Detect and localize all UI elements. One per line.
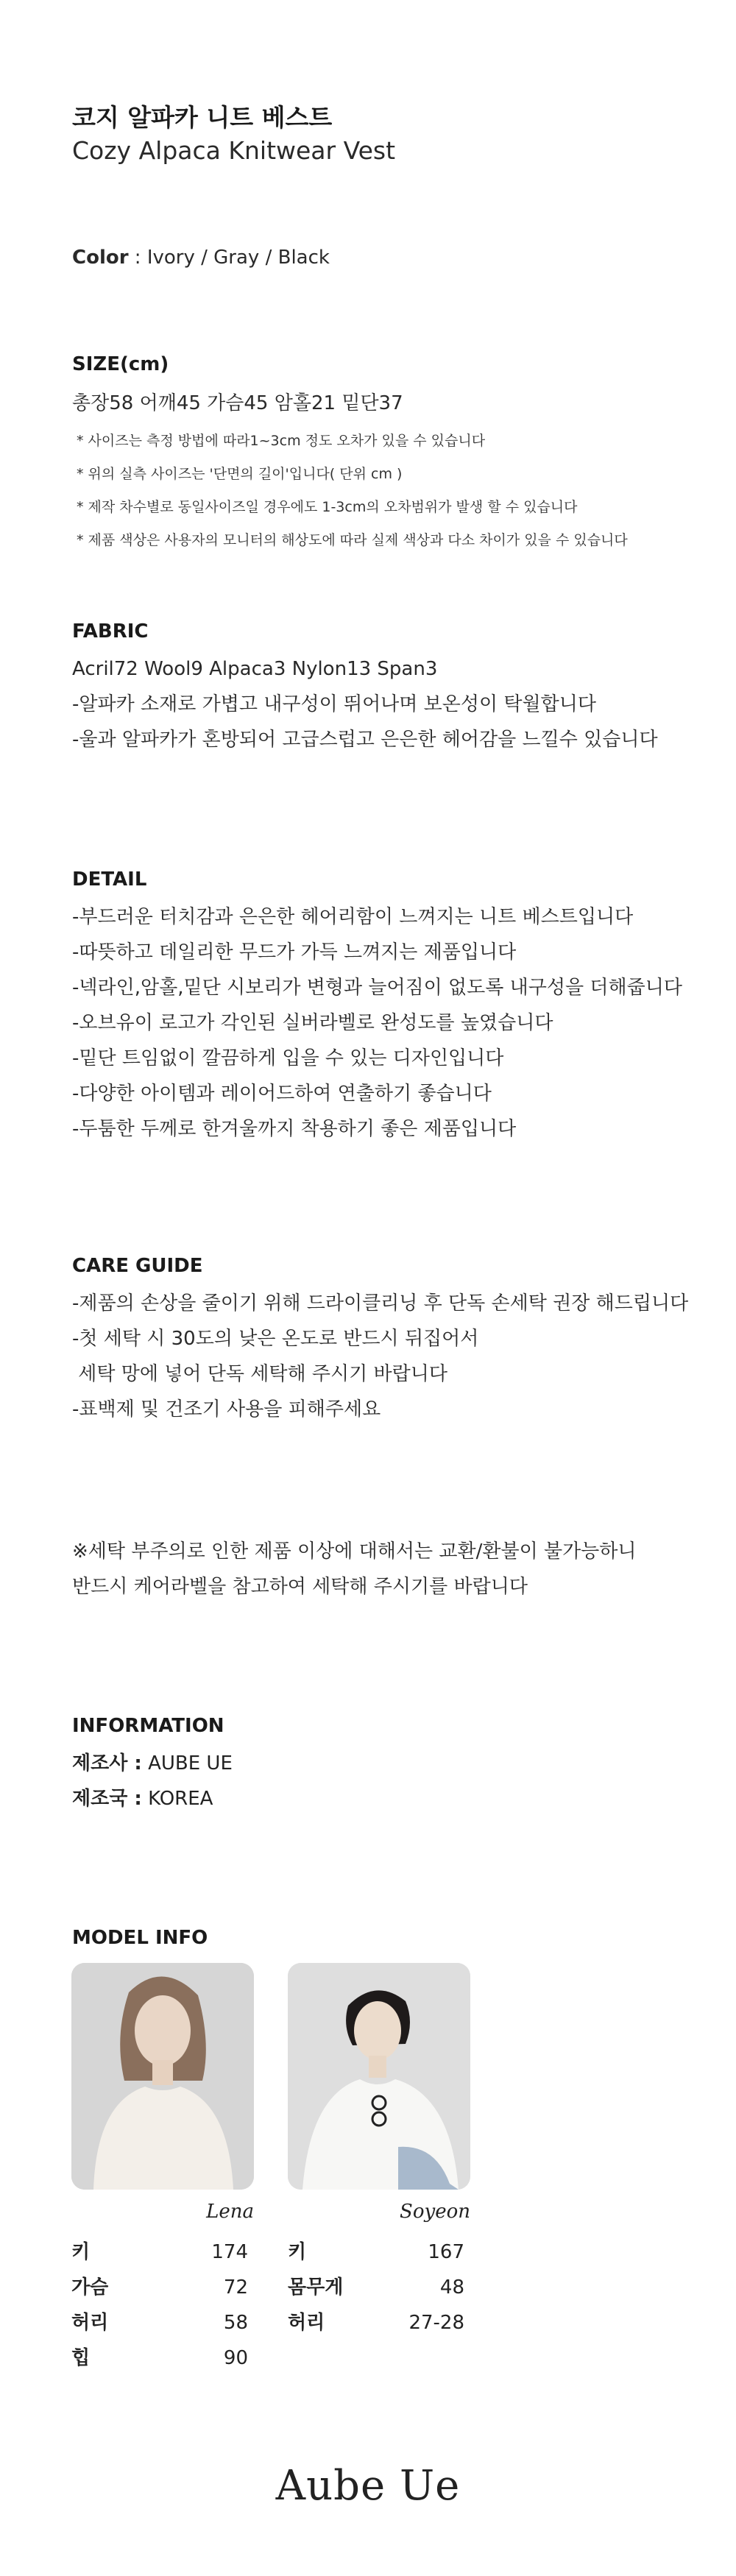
washing-warning	[72, 1536, 637, 1607]
size-notes	[77, 429, 628, 562]
stat-value: 27-28	[408, 2312, 464, 2334]
stat-label: 몸무게	[288, 2276, 344, 2299]
maker-label: 제조사 :	[72, 1752, 142, 1774]
stat-label: 가슴	[71, 2276, 109, 2299]
model-name-soyeon: Soyeon	[400, 2201, 470, 2223]
care-line: 세탁 망에 넣어 단독 세탁해 주시기 바랍니다	[72, 1363, 447, 1385]
model-stats-soyeon	[288, 2236, 464, 2342]
country-row	[72, 1783, 213, 1811]
country-label: 제조국 :	[72, 1788, 142, 1810]
model-photo-lena	[71, 1963, 254, 2190]
care-line: -표백제 및 건조기 사용을 피해주세요	[72, 1398, 381, 1420]
country-value: KOREA	[141, 1788, 213, 1810]
model-name-lena: Lena	[206, 2201, 254, 2223]
model-stat-row	[71, 2307, 248, 2342]
product-title-en: Cozy Alpaca Knitwear Vest	[72, 136, 396, 165]
color-line	[72, 247, 330, 269]
model-photo-soyeon	[288, 1963, 470, 2190]
model-stat-row	[288, 2236, 464, 2271]
stat-value: 174	[211, 2241, 248, 2263]
stat-label: 키	[288, 2241, 307, 2263]
care-line: -제품의 손상을 줄이기 위해 드라이클리닝 후 단독 손세탁 권장 해드립니다	[72, 1292, 689, 1314]
fabric-heading: FABRIC	[72, 620, 149, 643]
detail-line: -다양한 아이템과 레이어드하여 연출하기 좋습니다	[72, 1083, 492, 1105]
brand-logo: Aube Ue	[275, 2462, 461, 2510]
model-stat-row	[71, 2236, 248, 2271]
stat-value: 48	[439, 2276, 464, 2299]
model-photo-lena-illustration	[71, 1963, 254, 2190]
stat-label: 허리	[288, 2312, 325, 2334]
size-heading: SIZE(cm)	[72, 353, 169, 375]
fabric-line: -울과 알파카가 혼방되어 고급스럽고 은은한 헤어감을 느낄수 있습니다	[72, 729, 658, 751]
fabric-line: -알파카 소재로 가볍고 내구성이 뛰어나며 보온성이 탁월합니다	[72, 693, 596, 715]
size-note: * 사이즈는 측정 방법에 따라1~3cm 정도 오차가 있을 수 있습니다	[77, 433, 486, 449]
detail-line: -두툼한 두께로 한겨울까지 착용하기 좋은 제품입니다	[72, 1118, 517, 1140]
model-stat-row	[71, 2271, 248, 2307]
maker-row	[72, 1748, 233, 1775]
stat-value: 90	[223, 2347, 248, 2369]
model-stats-lena	[71, 2236, 248, 2377]
detail-line: -넥라인,암홀,밑단 시보리가 변형과 늘어짐이 없도록 내구성을 더해줍니다	[72, 977, 682, 999]
care-lines	[72, 1288, 688, 1429]
model-photo-soyeon-illustration	[288, 1963, 470, 2190]
model-stat-row	[288, 2271, 464, 2307]
model-stat-row	[288, 2307, 464, 2342]
maker-value: AUBE UE	[141, 1752, 233, 1774]
warning-line: 반드시 케어라벨을 참고하여 세탁해 주시기를 바랍니다	[72, 1576, 528, 1598]
warning-line: ※세탁 부주의로 인한 제품 이상에 대해서는 교환/환불이 불가능하니	[72, 1540, 637, 1563]
stat-label: 키	[71, 2241, 91, 2263]
care-line: -첫 세탁 시 30도의 낮은 온도로 반드시 뒤집어서	[72, 1328, 479, 1350]
detail-heading: DETAIL	[72, 868, 147, 891]
color-label: Color	[72, 247, 129, 269]
size-note: * 제작 차수별로 동일사이즈일 경우에도 1-3cm의 오차범위가 발생 할 수 있습니다	[77, 499, 578, 515]
care-heading: CARE GUIDE	[72, 1255, 203, 1277]
detail-line: -오브유이 로고가 각인된 실버라벨로 완성도를 높였습니다	[72, 1012, 553, 1034]
detail-line: -부드러운 터치감과 은은한 헤어리함이 느껴지는 니트 베스트입니다	[72, 906, 634, 928]
stat-label: 힙	[71, 2347, 91, 2369]
information-heading: INFORMATION	[72, 1715, 224, 1737]
color-value: : Ivory / Gray / Black	[128, 247, 330, 269]
model-stat-row	[71, 2342, 248, 2377]
size-note: * 제품 색상은 사용자의 모니터의 해상도에 따라 실제 색상과 다소 차이가 있을 수 있습니다	[77, 532, 628, 548]
stat-value: 167	[428, 2241, 464, 2263]
detail-line: -밑단 트임없이 깔끔하게 입을 수 있는 디자인입니다	[72, 1047, 504, 1069]
fabric-line: Acril72 Wool9 Alpaca3 Nylon13 Span3	[72, 658, 438, 680]
size-note: * 위의 실측 사이즈는 '단면의 길이'입니다( 단위 cm )	[77, 466, 403, 482]
detail-line: -따뜻하고 데일리한 무드가 가득 느껴지는 제품입니다	[72, 941, 517, 963]
stat-value: 58	[223, 2312, 248, 2334]
product-title-ko: 코지 알파카 니트 베스트	[72, 103, 333, 132]
detail-lines	[72, 902, 682, 1149]
stat-value: 72	[223, 2276, 248, 2299]
fabric-lines	[72, 654, 658, 760]
stat-label: 허리	[71, 2312, 109, 2334]
model-info-heading: MODEL INFO	[72, 1927, 208, 1949]
size-values: 총장58 어깨45 가슴45 암홀21 밑단37	[72, 392, 403, 414]
